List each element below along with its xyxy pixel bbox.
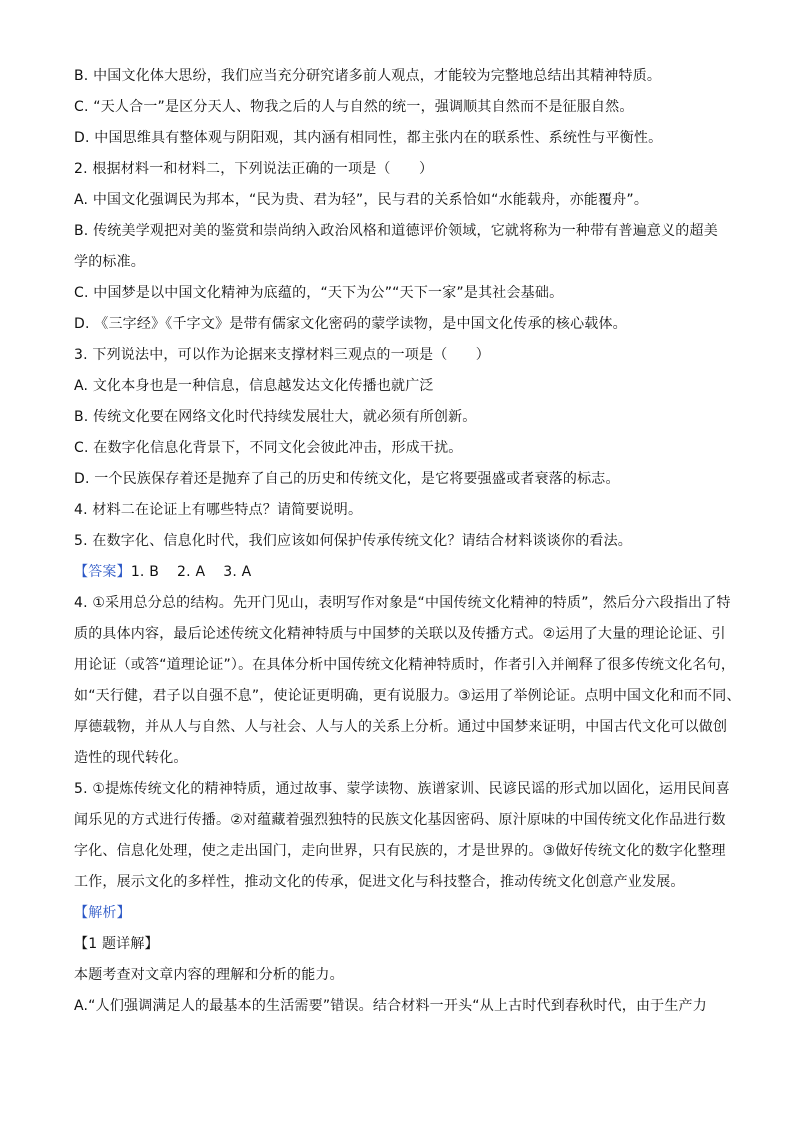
- analysis-label: 【解析】: [74, 905, 131, 921]
- question-line: 3. 下列说法中，可以作为论据来支撑材料三观点的一项是（ ）: [74, 347, 491, 363]
- answer-label: 【答案】: [74, 564, 131, 580]
- option-line: A. 中国文化强调民为邦本，“民为贵、君为轻”，民与君的关系恰如“水能载舟，亦能覆舟”。: [74, 192, 649, 208]
- option-line: B. 传统美学观把对美的鉴赏和崇尚纳入政治风格和道德评价领域，它就将称为一种带有普遍意义的超美: [74, 223, 718, 239]
- detail-label: 【1 题详解】: [74, 936, 159, 952]
- analysis-text-line: 本题考查对文章内容的理解和分析的能力。: [74, 967, 344, 983]
- option-line: D. 一个民族保存着还是抛弃了自己的历史和传统文化，是它将要强盛或者衰落的标志。: [74, 471, 620, 487]
- answer-text-line: 如“天行健，君子以自强不息”，使论证更明确，更有说服力。③运用了举例论证。点明中国文化和而不同、: [74, 688, 741, 704]
- option-line: B. 中国文化体大思纷，我们应当充分研究诸多前人观点，才能较为完整地总结出其精神特质。: [74, 68, 662, 84]
- option-line: 学的标准。: [74, 254, 145, 270]
- answer-text-line: 工作，展示文化的多样性，推动文化的传承，促进文化与科技整合，推动传统文化创意产业发展。: [74, 874, 685, 890]
- answer-text-line: 5. ①提炼传统文化的精神特质，通过故事、蒙学读物、族谱家训、民谚民谣的形式加以固化，运用民间喜: [74, 781, 730, 797]
- answer-line: [74, 562, 734, 582]
- option-line: B. 传统文化要在网络文化时代持续发展壮大，就必须有所创新。: [74, 409, 477, 425]
- answer-text-line: 字化、信息化处理，使之走出国门，走向世界，只有民族的，才是世界的。③做好传统文化的数字化整理: [74, 843, 726, 859]
- option-line: C. 中国梦是以中国文化精神为底蕴的，“天下为公”“天下一家”是其社会基础。: [74, 285, 564, 301]
- answer-item: 1. B: [130, 564, 160, 580]
- answer-text-line: 造性的现代转化。: [74, 750, 188, 766]
- option-line: D. 《三字经》《千字文》是带有儒家文化密码的蒙学读物，是中国文化传承的核心载体。: [74, 316, 627, 332]
- question-line: 4. 材料二在论证上有哪些特点？请简要说明。: [74, 502, 363, 518]
- answer-text-line: 4. ①采用总分总的结构。先开门见山，表明写作对象是“中国传统文化精神的特质”，然后分六段指出了特: [74, 595, 731, 611]
- answer-text-line: 闻乐见的方式进行传播。②对蕴藏着强烈独特的民族文化基因密码、原汁原味的中国传统文化作品进行数: [74, 812, 726, 828]
- answer-text-line: 厚德载物，并从人与自然、人与社会、人与人的关系上分析。通过中国梦来证明，中国古代文化可以做创: [74, 719, 728, 735]
- option-line: C. “天人合一”是区分天人、物我之后的人与自然的统一，强调顺其自然而不是征服自然。: [74, 99, 634, 115]
- option-line: D. 中国思维具有整体观与阴阳观，其内涵有相同性，都主张内在的联系性、系统性与平衡性。: [74, 130, 663, 146]
- analysis-text-line: A.“人们强调满足人的最基本的生活需要”错误。结合材料一开头“从上古时代到春秋时代，由于生产力: [74, 998, 707, 1014]
- answer-text-line: 用论证（或答“道理论证”）。在具体分析中国传统文化精神特质时，作者引入并阐释了很多传统文化名句，: [74, 657, 736, 673]
- option-line: C. 在数字化信息化背景下，不同文化会彼此冲击，形成干扰。: [74, 440, 463, 456]
- question-line: 2. 根据材料一和材料二，下列说法正确的一项是（ ）: [74, 161, 434, 177]
- answer-text-line: 质的具体内容，最后论述传统文化精神特质与中国梦的关联以及传播方式。②运用了大量的理论论证、引: [74, 626, 726, 642]
- answer-item: 2. A: [177, 564, 206, 580]
- question-line: 5. 在数字化、信息化时代，我们应该如何保护传承传统文化？请结合材料谈谈你的看法。: [74, 533, 633, 549]
- answer-item: 3. A: [223, 564, 252, 580]
- option-line: A. 文化本身也是一种信息，信息越发达文化传播也就广泛: [74, 378, 434, 394]
